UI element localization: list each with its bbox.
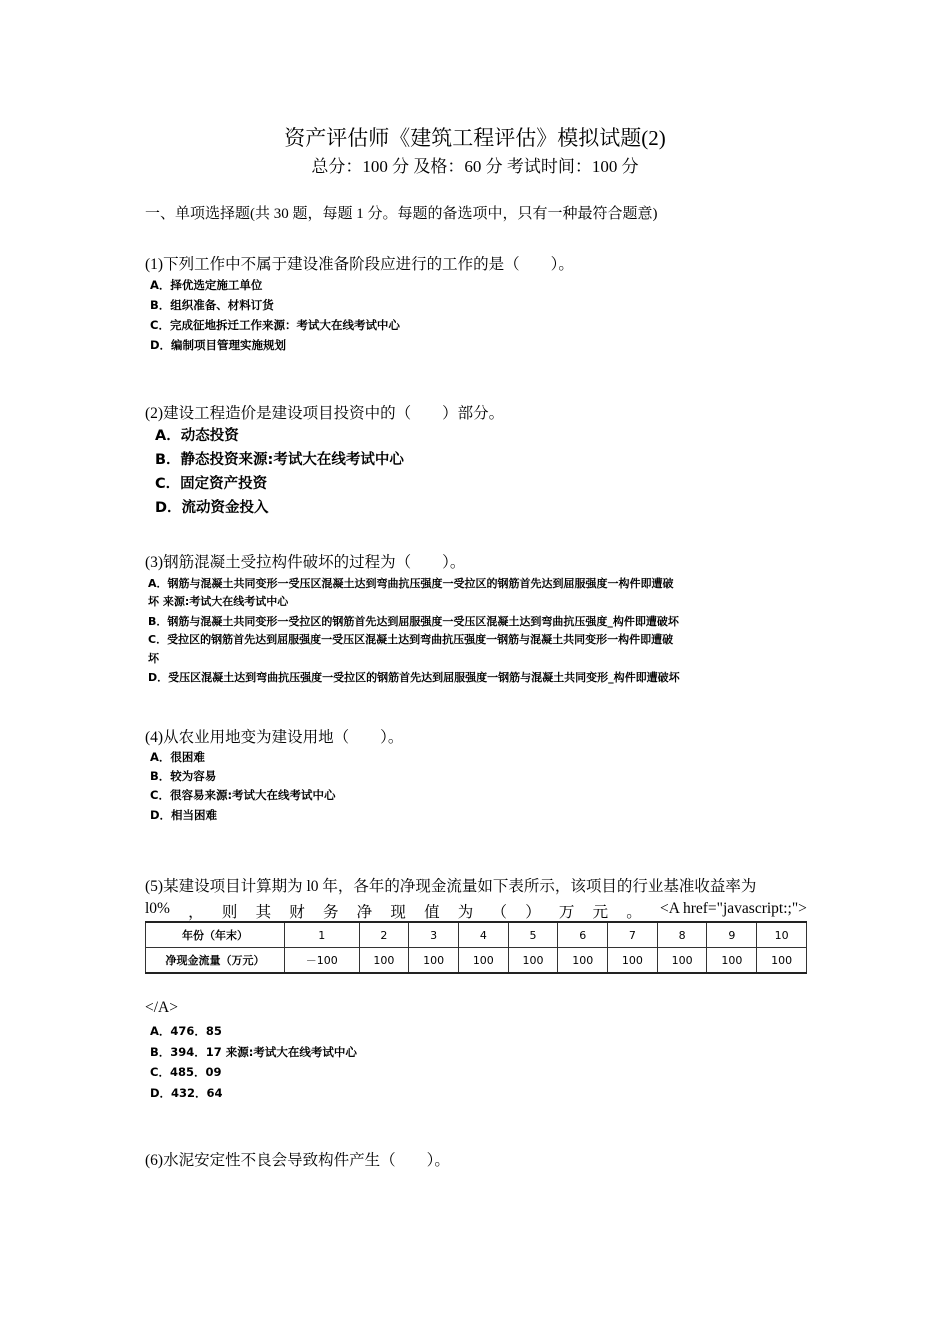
stem-token: 值 <box>424 904 440 921</box>
stem-token: <A href="javascript:;"> <box>660 900 807 917</box>
stem-token: 为 <box>457 904 474 921</box>
question-3-option-a: A．钢筋与混凝土共同变形一受压区混凝土达到弯曲抗压强度一受拉区的钢筋首先达到屈服强度一构件即遭破 <box>148 577 674 590</box>
flow-cell: 100 <box>458 948 508 974</box>
flow-cell: 100 <box>409 948 459 974</box>
question-5-option-c: C．485．09 <box>150 1065 222 1079</box>
section-heading: 一、单项选择题(共 30 题，每题 1 分。每题的备选项中，只有一种最符合题意) <box>145 206 658 222</box>
question-2-option-a: A．动态投资 <box>155 428 239 444</box>
table-row <box>146 948 807 974</box>
cash-flow-table <box>145 921 807 974</box>
year-cell: 4 <box>458 922 508 948</box>
stem-token: 元 <box>592 904 609 921</box>
html-close-tag-text: </A> <box>145 999 178 1016</box>
stem-token: 财 <box>289 904 305 921</box>
question-3-option-a-cont: 坏 来源:考试大在线考试中心 <box>148 595 289 608</box>
exam-info: 总分：100 分 及格：60 分 考试时间：100 分 <box>311 157 639 176</box>
question-1-stem: (1)下列工作中不属于建设准备阶段应进行的工作的是（ ）。 <box>145 256 574 273</box>
flow-cell: 100 <box>757 948 807 974</box>
question-4-option-a: A．很困难 <box>150 750 205 764</box>
question-3-option-b: B．钢筋与混凝土共同变形一受拉区的钢筋首先达到屈服强度一受压区混凝土达到弯曲抗压强度_构件即遭破坏 <box>148 615 679 628</box>
table-header-cash-flow: 净现金流量（万元） <box>146 948 285 974</box>
question-5-option-d: D．432．64 <box>150 1086 223 1100</box>
flow-cell: －100 <box>285 948 360 974</box>
page-title: 资产评估师《建筑工程评估》模拟试题(2) <box>284 126 666 150</box>
stem-token: ， <box>188 904 204 921</box>
question-4-stem: (4)从农业用地变为建设用地（ ）。 <box>145 729 404 746</box>
stem-token: 则 <box>221 904 238 921</box>
flow-cell: 100 <box>657 948 707 974</box>
question-2-stem: (2)建设工程造价是建设项目投资中的（ ）部分。 <box>145 405 505 422</box>
year-cell: 3 <box>409 922 459 948</box>
year-cell: 1 <box>285 922 360 948</box>
stem-token: 。 <box>626 904 642 921</box>
stem-token: 其 <box>255 904 272 921</box>
question-1-option-a: A．择优选定施工单位 <box>150 278 263 292</box>
stem-token: 万 <box>558 904 575 921</box>
year-cell: 6 <box>558 922 608 948</box>
year-cell: 2 <box>359 922 409 948</box>
stem-token: 现 <box>390 904 406 921</box>
year-cell: 7 <box>608 922 658 948</box>
question-4-option-d: D．相当困难 <box>150 808 218 822</box>
flow-cell: 100 <box>359 948 409 974</box>
stem-token: 净 <box>356 904 373 921</box>
stem-token: 务 <box>322 904 339 921</box>
question-2-option-c: C．固定资产投资 <box>155 476 268 492</box>
question-2-option-b: B．静态投资来源:考试大在线考试中心 <box>155 452 404 468</box>
flow-cell: 100 <box>707 948 757 974</box>
question-1-option-d: D．编制项目管理实施规划 <box>150 338 287 352</box>
question-3-option-c-cont: 坏 <box>148 652 159 665</box>
flow-cell: 100 <box>508 948 558 974</box>
question-3-stem: (3)钢筋混凝土受拉构件破坏的过程为（ ）。 <box>145 554 466 571</box>
stem-token: l0% <box>145 900 170 917</box>
question-4-option-b: B．较为容易 <box>150 769 217 783</box>
question-2-option-d: D．流动资金投入 <box>155 500 269 516</box>
stem-token: ） <box>525 904 541 921</box>
flow-cell: 100 <box>608 948 658 974</box>
question-1-option-b: B．组织准备、材料订货 <box>150 298 274 312</box>
year-cell: 8 <box>657 922 707 948</box>
question-5-stem-line-2 <box>145 900 807 922</box>
question-5-stem-line-1: (5)某建设项目计算期为 l0 年，各年的净现金流量如下表所示，该项目的行业基准收益率为 <box>145 878 757 895</box>
question-5-option-a: A．476．85 <box>150 1024 222 1038</box>
question-3-option-d: D．受压区混凝土达到弯曲抗压强度一受拉区的钢筋首先达到屈服强度一钢筋与混凝土共同变形_构件即遭破坏 <box>148 671 680 684</box>
stem-token: （ <box>491 904 507 921</box>
year-cell: 5 <box>508 922 558 948</box>
question-4-option-c: C．很容易来源:考试大在线考试中心 <box>150 788 336 802</box>
flow-cell: 100 <box>558 948 608 974</box>
question-1-option-c: C．完成征地拆迁工作来源：考试大在线考试中心 <box>150 318 400 332</box>
table-row <box>146 922 807 948</box>
question-6-stem: (6)水泥安定性不良会导致构件产生（ ）。 <box>145 1152 450 1169</box>
year-cell: 10 <box>757 922 807 948</box>
year-cell: 9 <box>707 922 757 948</box>
table-header-year: 年份（年末） <box>146 922 285 948</box>
question-5-option-b: B．394．17 来源:考试大在线考试中心 <box>150 1045 357 1059</box>
question-3-option-c: C．受拉区的钢筋首先达到屈服强度一受压区混凝土达到弯曲抗压强度一钢筋与混凝土共同变形一构件即遭破 <box>148 633 674 646</box>
